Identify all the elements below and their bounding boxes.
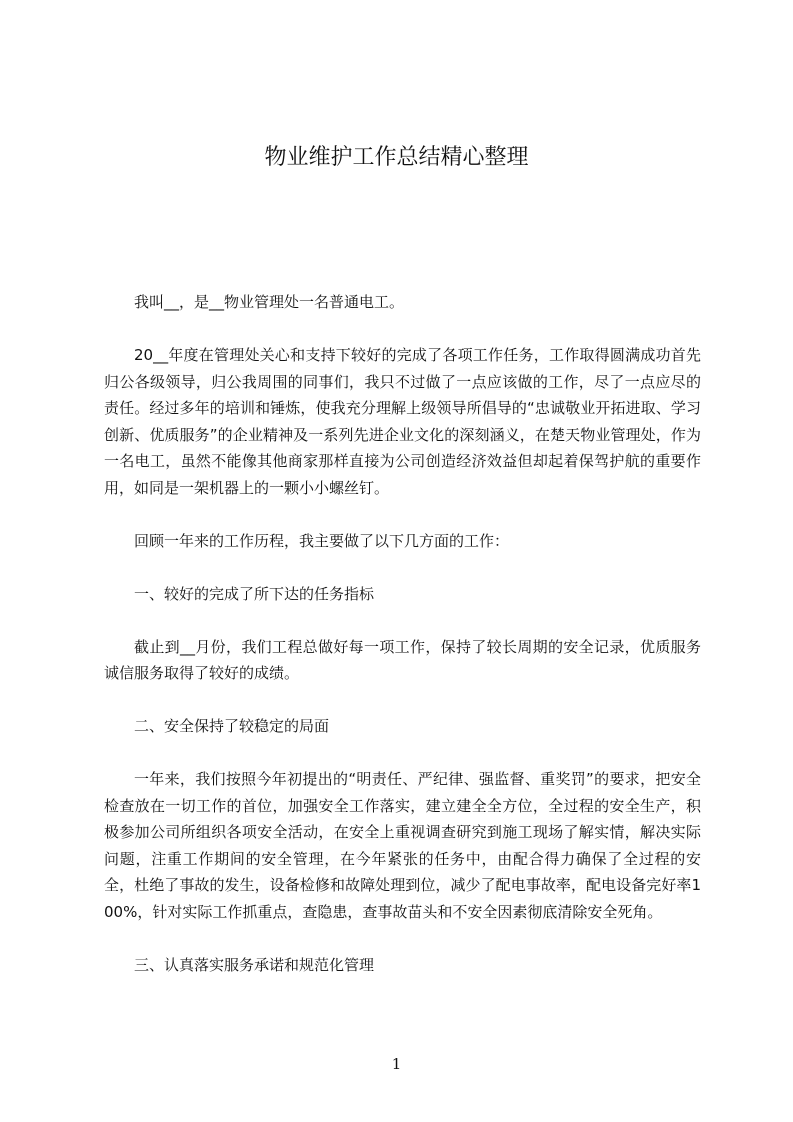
section-heading-3: 三、认真落实服务承诺和规范化管理 <box>134 955 375 974</box>
paragraph-task-results: 截止到__月份，我们工程总做好每一项工作，保持了较长周期的安全记录，优质服务诚信服务取得了较好的成绩。 <box>104 637 701 682</box>
document-body <box>104 289 701 1005</box>
paragraph-intro: 我叫__，是__物业管理处一名普通电工。 <box>134 293 405 311</box>
paragraph-annual-summary: 20__年度在管理处关心和支持下较好的完成了各项工作任务，工作取得圆满成功首先归公各级领导，归公我周围的同事们，我只不过做了一点应该做的工作，尽了一点应尽的责任。经过多年的培训和锤炼，使我充分理解上级领导所倡导的“忠诚敬业开拓进取、学习创新、优质服务”的企业精神及一系列先进企业文化的深刻涵义，在楚天物业管理处，作为一名电工，虽然不能像其他商家那样直接为公司创造经济效益但却起着保驾护航的重要作用，如同是一架机器上的一颗小小螺丝钉。 <box>104 346 701 497</box>
paragraph-review: 回顾一年来的工作历程，我主要做了以下几方面的工作： <box>134 531 510 550</box>
section-heading-2: 二、安全保持了较稳定的局面 <box>134 717 330 735</box>
paragraph-safety: 一年来，我们按照今年初提出的“明责任、严纪律、强监督、重奖罚”的要求，把安全检查放在一切工作的首位，加强安全工作落实，建立建全全方位，全过程的安全生产，积极参加公司所组织各项安全活动，在安全上重视调查研究到施工现场了解实情，解决实际问题，注重工作期间的安全管理，在今年紧张的任务中，由配合得力确保了全过程的安全，杜绝了事故的发生，设备检修和故障处理到位，减少了配电事故率，配电设备完好率100%，针对实际工作抓重点，查隐患，查事故苗头和不安全因素彻底清除安全死角。 <box>104 770 701 921</box>
document-title: 物业维护工作总结精心整理 <box>264 145 529 170</box>
page-number: 1 <box>391 1055 402 1073</box>
section-heading-1: 一、较好的完成了所下达的任务指标 <box>134 584 375 603</box>
